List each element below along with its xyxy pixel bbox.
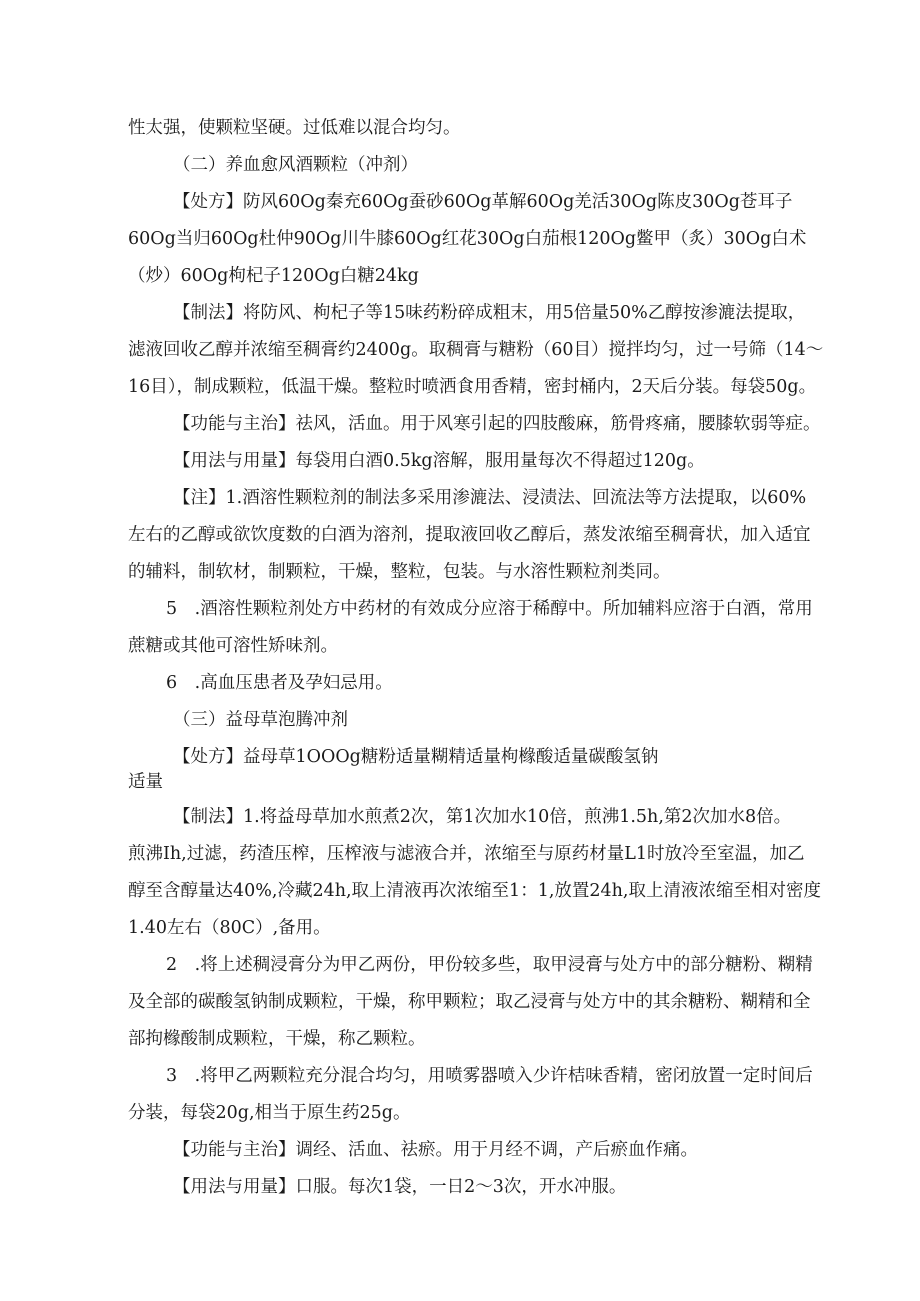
text-line: 【用法与用量】口服。每次1袋，一日2～3次，开水冲服。 [173, 1177, 627, 1197]
text-line: 【功能与主治】祛风，活血。用于风寒引起的四肢酸麻，筋骨疼痛，腰膝软弱等症。 [173, 414, 821, 434]
section-heading: （二）养血愈风酒颗粒（冲剂） [173, 155, 418, 175]
text-line: 性太强，使颗粒坚硬。过低难以混合均匀。 [128, 118, 461, 138]
text-line: 蔗糖或其他可溶性矫味剂。 [128, 636, 338, 656]
section-heading: （三）益母草泡腾冲剂 [173, 710, 348, 730]
text-line: 【用法与用量】每袋用白酒0.5kg溶解，服用量每次不得超过120g。 [173, 451, 705, 471]
text-line: 60Og当归60Og杜仲90Og川牛膝60Og红花30Og白茄根120Og鳖甲（炙）30Og白术 [128, 229, 807, 249]
text-line: 16目），制成颗粒，低温干燥。整粒时喷洒食用香精，密封桶内，2天后分装。每袋50g。 [128, 377, 817, 397]
text-line: 滤液回收乙醇并浓缩至稠膏约2400g。取稠膏与糖粉（60目）搅拌均匀，过一号筛（14～ [128, 340, 824, 360]
text-line: 5 .酒溶性颗粒剂处方中药材的有效成分应溶于稀醇中。所加辅料应溶于白酒，常用 [166, 599, 813, 619]
text-line: 煎沸Ih,过滤，药渣压榨，压榨液与滤液合并，浓缩至与原药材量L1时放冷至室温，加乙 [128, 844, 805, 864]
text-line: 1.40左右（80C）,备用。 [128, 918, 331, 938]
text-line: 【制法】1.将益母草加水煎煮2次，第1次加水10倍，煎沸1.5h,第2次加水8倍。 [173, 807, 792, 827]
text-line: 分装，每袋20g,相当于原生药25g。 [128, 1103, 411, 1123]
text-line: 【处方】防风60Og秦充60Og蚕砂60Og革解60Og羌活30Og陈皮30Og苍耳子 [173, 192, 793, 212]
text-line: 部拘橼酸制成颗粒，干燥，称乙颗粒。 [128, 1029, 426, 1049]
text-line: 3 .将甲乙两颗粒充分混合均匀，用喷雾器喷入少许桔味香精，密闭放置一定时间后 [166, 1066, 813, 1086]
text-line: （炒）60Og枸杞子120Og白糖24kg [128, 266, 419, 286]
text-line: 【处方】益母草1OOOg糖粉适量糊精适量枸橼酸适量碳酸氢钠 [173, 747, 659, 767]
text-line: 的辅料，制软材，制颗粒，干燥，整粒，包装。与水溶性颗粒剂类同。 [128, 562, 671, 582]
text-line: 【功能与主治】调经、活血、祛瘀。用于月经不调，产后瘀血作痛。 [173, 1140, 698, 1160]
text-line: 左右的乙醇或欲饮度数的白酒为溶剂，提取液回收乙醇后，蒸发浓缩至稠膏状，加入适宜 [128, 525, 811, 545]
text-line: 适量 [128, 772, 163, 792]
text-line: 【制法】将防风、枸杞子等15味药粉碎成粗末，用5倍量50%乙醇按渗漉法提取， [173, 303, 806, 323]
text-line: 及全部的碳酸氢钠制成颗粒，干燥，称甲颗粒；取乙浸膏与处方中的其余糖粉、糊精和全 [128, 992, 811, 1012]
text-line: 【注】1.酒溶性颗粒剂的制法多采用渗漉法、浸渍法、回流法等方法提取，以60% [173, 488, 807, 508]
text-line: 醇至含醇量达40%,冷藏24h,取上清液再次浓缩至1：1,放置24h,取上清液浓缩至相对密度 [128, 881, 821, 901]
text-line: 6 .高血压患者及孕妇忌用。 [166, 673, 393, 693]
text-line: 2 .将上述稠浸膏分为甲乙两份，甲份较多些，取甲浸膏与处方中的部分糖粉、糊精 [166, 955, 813, 975]
